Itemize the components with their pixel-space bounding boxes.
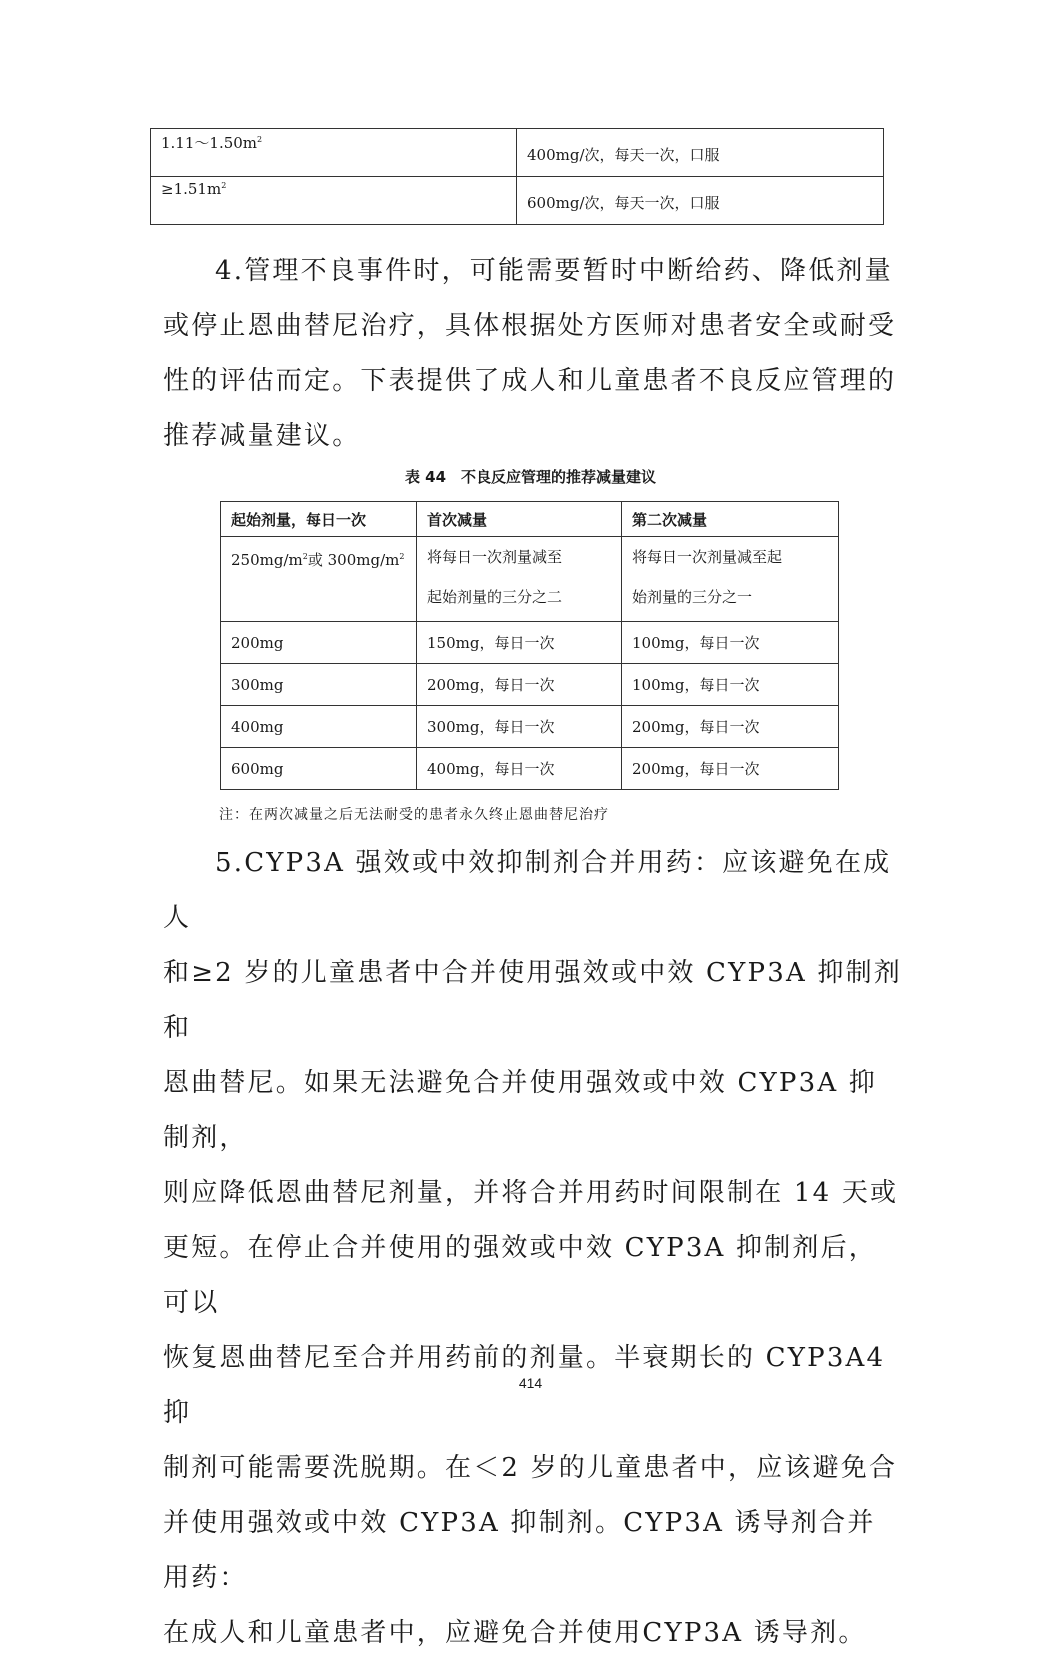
start-dose-cell: 300mg (221, 664, 417, 706)
paragraph-cyp3a-interactions (163, 836, 903, 1661)
bsa-cell (151, 177, 517, 225)
superscript: 2 (399, 552, 405, 561)
second-reduction-cell: 100mg，每日一次 (622, 622, 839, 664)
cell-line: 起始剂量的三分之二 (427, 588, 563, 606)
first-reduction-cell: 200mg，每日一次 (417, 664, 622, 706)
first-reduction-cell: 150mg，每日一次 (417, 622, 622, 664)
second-reduction-cell: 200mg，每日一次 (622, 748, 839, 790)
table-row (151, 177, 884, 225)
second-reduction-cell: 200mg，每日一次 (622, 706, 839, 748)
bsa-value: ≥1.51m (161, 180, 222, 198)
column-header: 首次减量 (417, 502, 622, 537)
paragraph-line: 推荐减量建议。 (163, 421, 361, 451)
paragraph-line: 性的评估而定。下表提供了成人和儿童患者不良反应管理的 (163, 366, 897, 396)
second-reduction-cell: 100mg，每日一次 (622, 664, 839, 706)
dose-by-bsa-table (150, 128, 884, 225)
superscript: 2 (221, 181, 227, 190)
paragraph-adverse-event-management (163, 244, 903, 464)
first-reduction-cell: 300mg，每日一次 (417, 706, 622, 748)
first-reduction-cell: 400mg，每日一次 (417, 748, 622, 790)
dose-cell: 600mg/次，每天一次，口服 (517, 177, 884, 225)
paragraph-line: 4.管理不良事件时，可能需要暂时中断给药、降低剂量 (215, 256, 893, 286)
superscript: 2 (302, 552, 308, 561)
paragraph-line: 或停止恩曲替尼治疗，具体根据处方医师对患者安全或耐受 (163, 311, 897, 341)
paragraph-line: 则应降低恩曲替尼剂量，并将合并用药时间限制在 14 天或 (163, 1178, 899, 1208)
cell-text: 或 (307, 551, 328, 569)
page-number: 414 (518, 1375, 543, 1391)
paragraph-line: 制剂可能需要洗脱期。在＜2 岁的儿童患者中，应该避免合 (163, 1453, 898, 1483)
table-header-row (221, 502, 839, 537)
paragraph-line: 5.CYP3A 强效或中效抑制剂合并用药：应该避免在成人 (163, 848, 892, 933)
paragraph-line: 并使用强效或中效 CYP3A 抑制剂。CYP3A 诱导剂合并用药： (163, 1508, 876, 1593)
bsa-value: 1.11～1.50m (161, 134, 258, 152)
paragraph-line: 恢复恩曲替尼至合并用药前的剂量。半衰期长的 CYP3A4 抑 (163, 1343, 886, 1428)
start-dose-cell: 200mg (221, 622, 417, 664)
second-reduction-cell (622, 537, 839, 622)
table-row (221, 748, 839, 790)
first-reduction-cell (417, 537, 622, 622)
bsa-cell (151, 129, 517, 177)
paragraph-line: 恩曲替尼。如果无法避免合并使用强效或中效 CYP3A 抑制剂， (163, 1068, 877, 1153)
cell-line: 始剂量的三分之一 (632, 588, 753, 606)
paragraph-line: 和≥2 岁的儿童患者中合并使用强效或中效 CYP3A 抑制剂和 (163, 958, 902, 1043)
table-row (221, 664, 839, 706)
table-row (221, 537, 839, 622)
paragraph-line: 在成人和儿童患者中，应避免合并使用CYP3A 诱导剂。 (163, 1618, 867, 1648)
table-row (151, 129, 884, 177)
table-caption: 表 44 不良反应管理的推荐减量建议 (404, 468, 657, 486)
table-row (221, 622, 839, 664)
column-header: 起始剂量，每日一次 (221, 502, 417, 537)
cell-text: 250mg/m (231, 551, 303, 569)
column-header: 第二次减量 (622, 502, 839, 537)
table-row (221, 706, 839, 748)
start-dose-cell: 600mg (221, 748, 417, 790)
cell-line: 将每日一次剂量减至起 (632, 548, 783, 566)
dose-reduction-table (220, 501, 839, 790)
cell-line: 将每日一次剂量减至 (427, 548, 563, 566)
superscript: 2 (257, 135, 263, 144)
start-dose-cell: 400mg (221, 706, 417, 748)
start-dose-cell (221, 537, 417, 622)
table-note: 注：在两次减量之后无法耐受的患者永久终止恩曲替尼治疗 (219, 807, 609, 823)
dose-cell: 400mg/次，每天一次，口服 (517, 129, 884, 177)
cell-text: 300mg/m (327, 551, 400, 569)
paragraph-line: 更短。在停止合并使用的强效或中效 CYP3A 抑制剂后，可以 (163, 1233, 877, 1318)
